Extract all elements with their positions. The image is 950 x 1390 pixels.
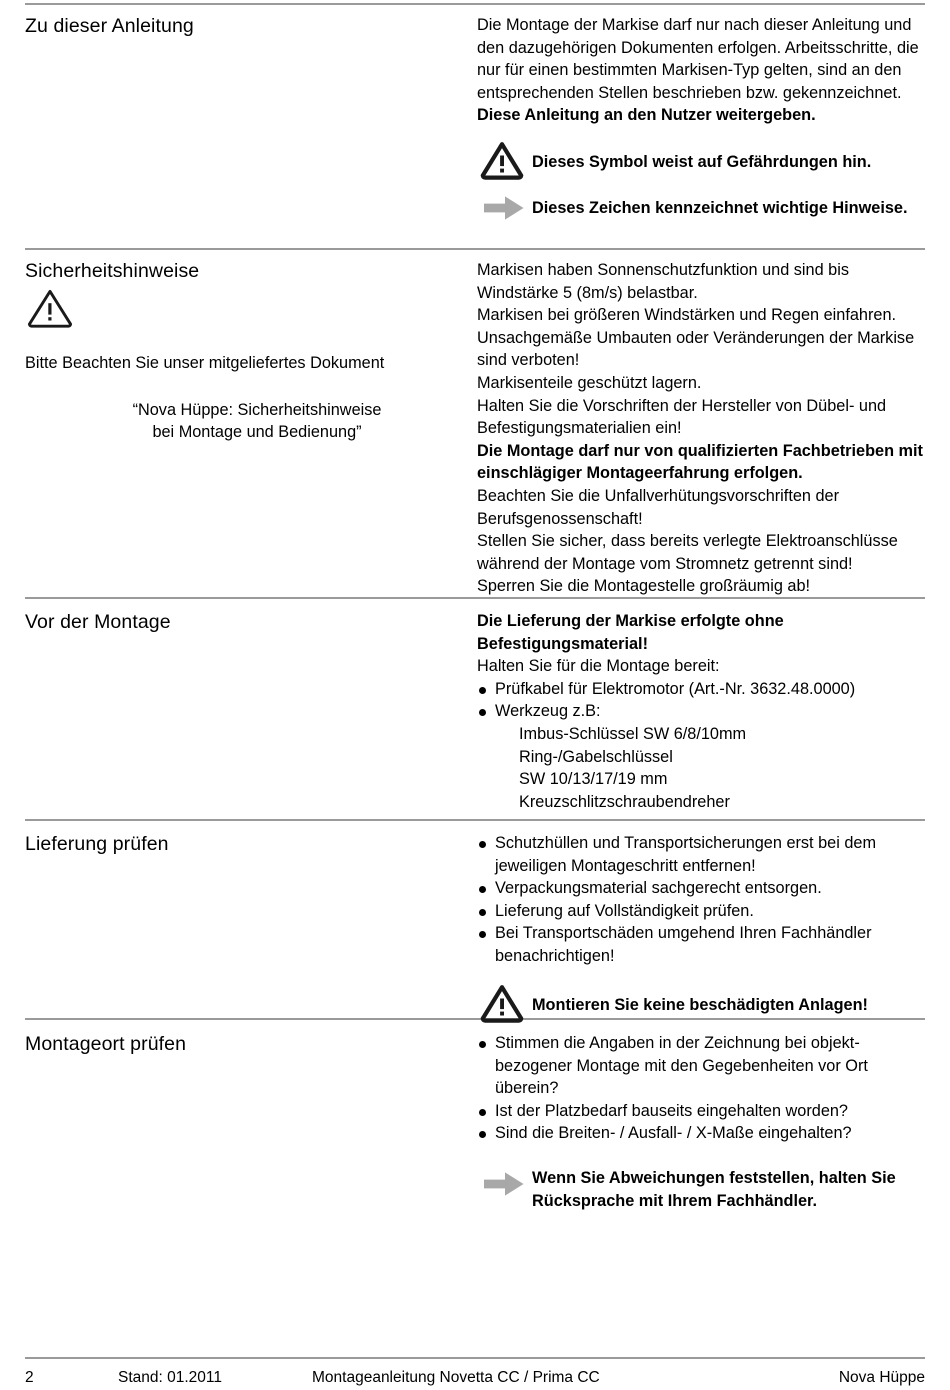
list-item: Stimmen die Angaben in der Zeichnung bei objekt-bezogener Montage mit den Gegebenheiten vor Ort überein? <box>477 1032 887 1100</box>
footer-page-number: 2 <box>25 1369 34 1386</box>
section-3-right-column <box>477 610 925 813</box>
section-4-bullet-list <box>477 832 925 968</box>
safety-line: Stellen Sie sicher, dass bereits verlegte Elektroanschlüsse während der Montage vom Stromnetz getrennt sind! <box>477 532 898 573</box>
safety-line-bold: Die Montage darf nur von qualifizierten Fachbetrieben mit einschlägiger Montageerfahrung erfolgen. <box>477 441 923 483</box>
section-2-left-note: Bitte Beachten Sie unser mitgeliefertes Dokument <box>25 354 385 372</box>
section-2-right-column <box>477 259 925 598</box>
section-2-quote <box>25 399 455 444</box>
section-2-heading: Sicherheitshinweise <box>25 260 200 282</box>
list-item: Prüfkabel für Elektromotor (Art.-Nr. 3632.48.0000) <box>477 678 925 701</box>
list-item: Ist der Platzbedarf bauseits eingehalten worden? <box>477 1100 925 1123</box>
section-3-left-column <box>25 610 455 634</box>
section-1-right-column <box>477 14 925 225</box>
section-1-note-warning <box>477 141 925 181</box>
section-5-left-column <box>25 1032 455 1056</box>
section-3-heading: Vor der Montage <box>25 611 171 633</box>
section-2-quote-line-1: “Nova Hüppe: Sicherheitshinweise <box>132 400 382 419</box>
safety-line: Markisen bei größeren Windstärken und Regen einfahren. <box>477 306 897 325</box>
section-4-note-warning-text: Montieren Sie keine beschädigten Anlagen! <box>532 995 868 1014</box>
section-4-note-warning <box>477 984 925 1026</box>
warning-triangle-icon-left <box>25 287 455 329</box>
list-item: Verpackungsmaterial sachgerecht entsorgen. <box>477 877 925 900</box>
section-4-right-column <box>477 832 925 1026</box>
arrow-right-icon <box>483 195 525 221</box>
section-1-note-warning-text: Dieses Symbol weist auf Gefährdungen hin. <box>532 152 872 171</box>
page-footer <box>0 1366 950 1390</box>
safety-line: Halten Sie die Vorschriften der Hersteller von Dübel- und Befestigungsmaterialien ein! <box>477 396 887 438</box>
section-1-paragraph: Die Montage der Markise darf nur nach dieser Anleitung und den dazugehörigen Dokumenten erfolgen. Arbeitsschritte, die nur für einen bestimmten Markisen-Typ gelten, sind an den entsprechenden Stellen beschrieben bzw. gekennzeichnet. <box>477 16 919 102</box>
section-4-left-column <box>25 832 455 856</box>
section-1-note-arrow <box>477 195 925 225</box>
warning-triangle-icon <box>479 140 525 180</box>
tool-item: SW 10/13/17/19 mm <box>519 770 668 789</box>
list-item: Werkzeug z.B: <box>477 700 925 723</box>
section-2-quote-line-2: bei Montage und Bedienung” <box>152 423 362 442</box>
footer-document-title: Montageanleitung Novetta CC / Prima CC <box>312 1369 600 1386</box>
tool-item: Ring-/Gabelschlüssel <box>519 747 673 766</box>
list-item: Schutzhüllen und Transportsicherungen erst bei dem jeweiligen Montageschritt entfernen! <box>477 832 925 877</box>
section-3-intro: Halten Sie für die Montage bereit: <box>477 657 720 676</box>
section-1-heading: Zu dieser Anleitung <box>25 15 194 37</box>
section-1-left-column <box>25 14 455 38</box>
safety-line: Unsachgemäße Umbauten oder Veränderungen der Markise sind verboten! <box>477 328 915 370</box>
warning-triangle-icon <box>479 983 525 1023</box>
section-3-bullet-list <box>477 678 925 723</box>
safety-line: Markisenteile geschützt lagern. <box>477 373 702 392</box>
section-5-note-arrow-text: Wenn Sie Abweichungen feststellen, halten Sie Rücksprache mit Ihrem Fachhändler. <box>532 1168 896 1210</box>
section-1-note-arrow-text: Dieses Zeichen kennzeichnet wichtige Hinweise. <box>532 198 908 217</box>
section-3-bold-intro: Die Lieferung der Markise erfolgte ohne Befestigungsmaterial! <box>477 612 784 653</box>
safety-line: Markisen haben Sonnenschutzfunktion und sind bis Windstärke 5 (8m/s) belastbar. <box>477 261 849 302</box>
footer-revision-date: Stand: 01.2011 <box>118 1369 222 1386</box>
section-5-bullet-list <box>477 1032 925 1145</box>
section-5-heading: Montageort prüfen <box>25 1033 187 1055</box>
list-item: Bei Transportschäden umgehend Ihren Fachhändler benachrichtigen! <box>477 922 925 967</box>
list-item: Lieferung auf Vollständigkeit prüfen. <box>477 900 925 923</box>
section-4-heading: Lieferung prüfen <box>25 833 169 855</box>
section-1-bold-line: Diese Anleitung an den Nutzer weitergeben. <box>477 106 816 125</box>
section-divider-3 <box>25 819 925 821</box>
section-divider-1 <box>25 248 925 250</box>
tool-item: Imbus-Schlüssel SW 6/8/10mm <box>519 724 747 743</box>
section-divider-top <box>25 3 925 5</box>
safety-line: Sperren Sie die Montagestelle großräumig ab! <box>477 577 811 596</box>
footer-brand: Nova Hüppe <box>838 1369 925 1386</box>
footer-divider <box>25 1357 925 1359</box>
list-item: Sind die Breiten- / Ausfall- / X-Maße eingehalten? <box>477 1122 925 1145</box>
tool-item: Kreuzschlitzschraubendreher <box>519 792 730 811</box>
arrow-right-icon <box>483 1171 525 1197</box>
section-5-note-arrow <box>477 1167 925 1213</box>
section-5-right-column <box>477 1032 925 1213</box>
safety-line: Beachten Sie die Unfallverhütungsvorschriften der Berufsgenossenschaft! <box>477 486 840 528</box>
section-2-left-column <box>25 259 455 444</box>
